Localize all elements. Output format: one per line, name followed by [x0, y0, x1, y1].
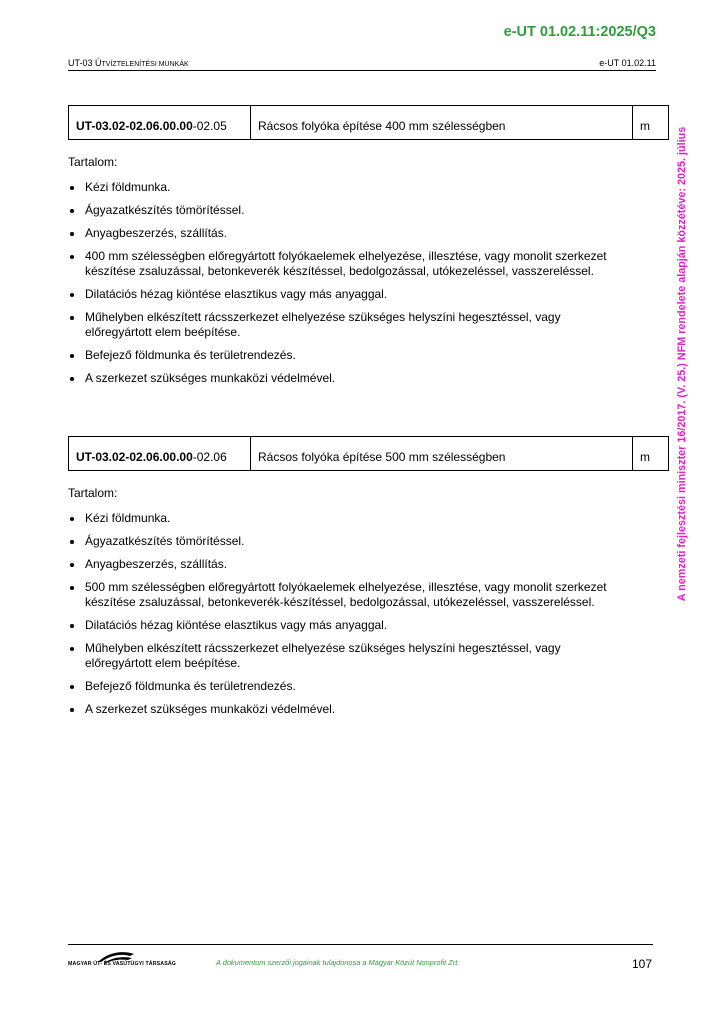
- item-code-suffix: -02.05: [192, 118, 227, 133]
- item-header-table: [68, 436, 669, 471]
- chapter-initial: Ú: [95, 58, 102, 68]
- content-list: [68, 180, 628, 386]
- item-unit: m: [633, 106, 669, 140]
- list-item: A szerkezet szükséges munkaközi védelmével.: [68, 702, 628, 717]
- item-unit: m: [633, 437, 669, 471]
- item-header-table: [68, 105, 669, 140]
- list-item: Dilatációs hézag kiöntése elasztikus vagy más anyaggal.: [68, 287, 628, 302]
- item-code: [69, 106, 251, 140]
- society-name: MAGYAR ÚT- ÉS VASÚTÜGYI TÁRSASÁG: [68, 961, 176, 967]
- item-code-main: UT-03.02-02.06.00.00: [76, 118, 193, 133]
- page-number: 107: [631, 957, 652, 971]
- content-list: [68, 511, 628, 717]
- list-item: Ágyazatkészítés tömörítéssel.: [68, 534, 628, 549]
- list-item: 400 mm szélességben előregyártott folyókaelemek elhelyezése, illesztése, vagy monolit szerkezet készítése zsaluzással, betonkeverék készítéssel, bedolgozással, utókezeléssel, vasszereléssel.: [68, 249, 628, 279]
- list-item: Ágyazatkészítés tömörítéssel.: [68, 203, 628, 218]
- side-note: A nemzeti fejlesztési miniszter 16/2017. (V. 25.) NFM rendelete alapján közzétéve: 2025. július: [676, 126, 688, 602]
- item-code: [69, 437, 251, 471]
- running-header: [68, 58, 656, 71]
- list-item: Kézi földmunka.: [68, 180, 628, 195]
- list-item: Dilatációs hézag kiöntése elasztikus vagy más anyaggal.: [68, 618, 628, 633]
- document-code: e-UT 01.02.11:2025/Q3: [503, 24, 656, 40]
- item-title: Rácsos folyóka építése 400 mm szélességben: [251, 106, 633, 140]
- chapter-rest: TVÍZTELENÍTÉSI MUNKÁK: [101, 61, 189, 68]
- item-content: [68, 486, 628, 725]
- list-item: Befejező földmunka és területrendezés.: [68, 348, 628, 363]
- doc-reference: e-UT 01.02.11: [599, 58, 656, 68]
- list-item: Befejező földmunka és területrendezés.: [68, 679, 628, 694]
- list-item: Kézi földmunka.: [68, 511, 628, 526]
- chapter-prefix: UT-03: [68, 58, 93, 68]
- copyright-notice: A dokumentum szerzői jogainak tulajdonosa a Magyar Közút Nonprofit Zrt.: [216, 958, 460, 967]
- list-item: A szerkezet szükséges munkaközi védelmével.: [68, 371, 628, 386]
- item-code-main: UT-03.02-02.06.00.00: [76, 449, 193, 464]
- content-label: Tartalom:: [68, 155, 118, 169]
- item-content: [68, 155, 628, 394]
- footer-divider: [68, 944, 653, 945]
- list-item: Anyagbeszerzés, szállítás.: [68, 226, 628, 241]
- list-item: Műhelyben elkészített rácsszerkezet elhelyezése szükséges helyszíni hegesztéssel, vagy előregyártott elem beépítése.: [68, 641, 628, 671]
- list-item: 500 mm szélességben előregyártott folyókaelemek elhelyezése, illesztése, vagy monolit szerkezet készítése zsaluzással, betonkeverék-készítéssel, bedolgozással, utókezeléssel, vasszereléssel.: [68, 580, 628, 610]
- list-item: Műhelyben elkészített rácsszerkezet elhelyezése szükséges helyszíni hegesztéssel, vagy előregyártott elem beépítése.: [68, 310, 628, 340]
- list-item: Anyagbeszerzés, szállítás.: [68, 557, 628, 572]
- chapter-title: [68, 58, 189, 68]
- side-note-container: [673, 96, 691, 632]
- item-title: Rácsos folyóka építése 500 mm szélességben: [251, 437, 633, 471]
- content-label: Tartalom:: [68, 486, 118, 500]
- item-code-suffix: -02.06: [192, 449, 227, 464]
